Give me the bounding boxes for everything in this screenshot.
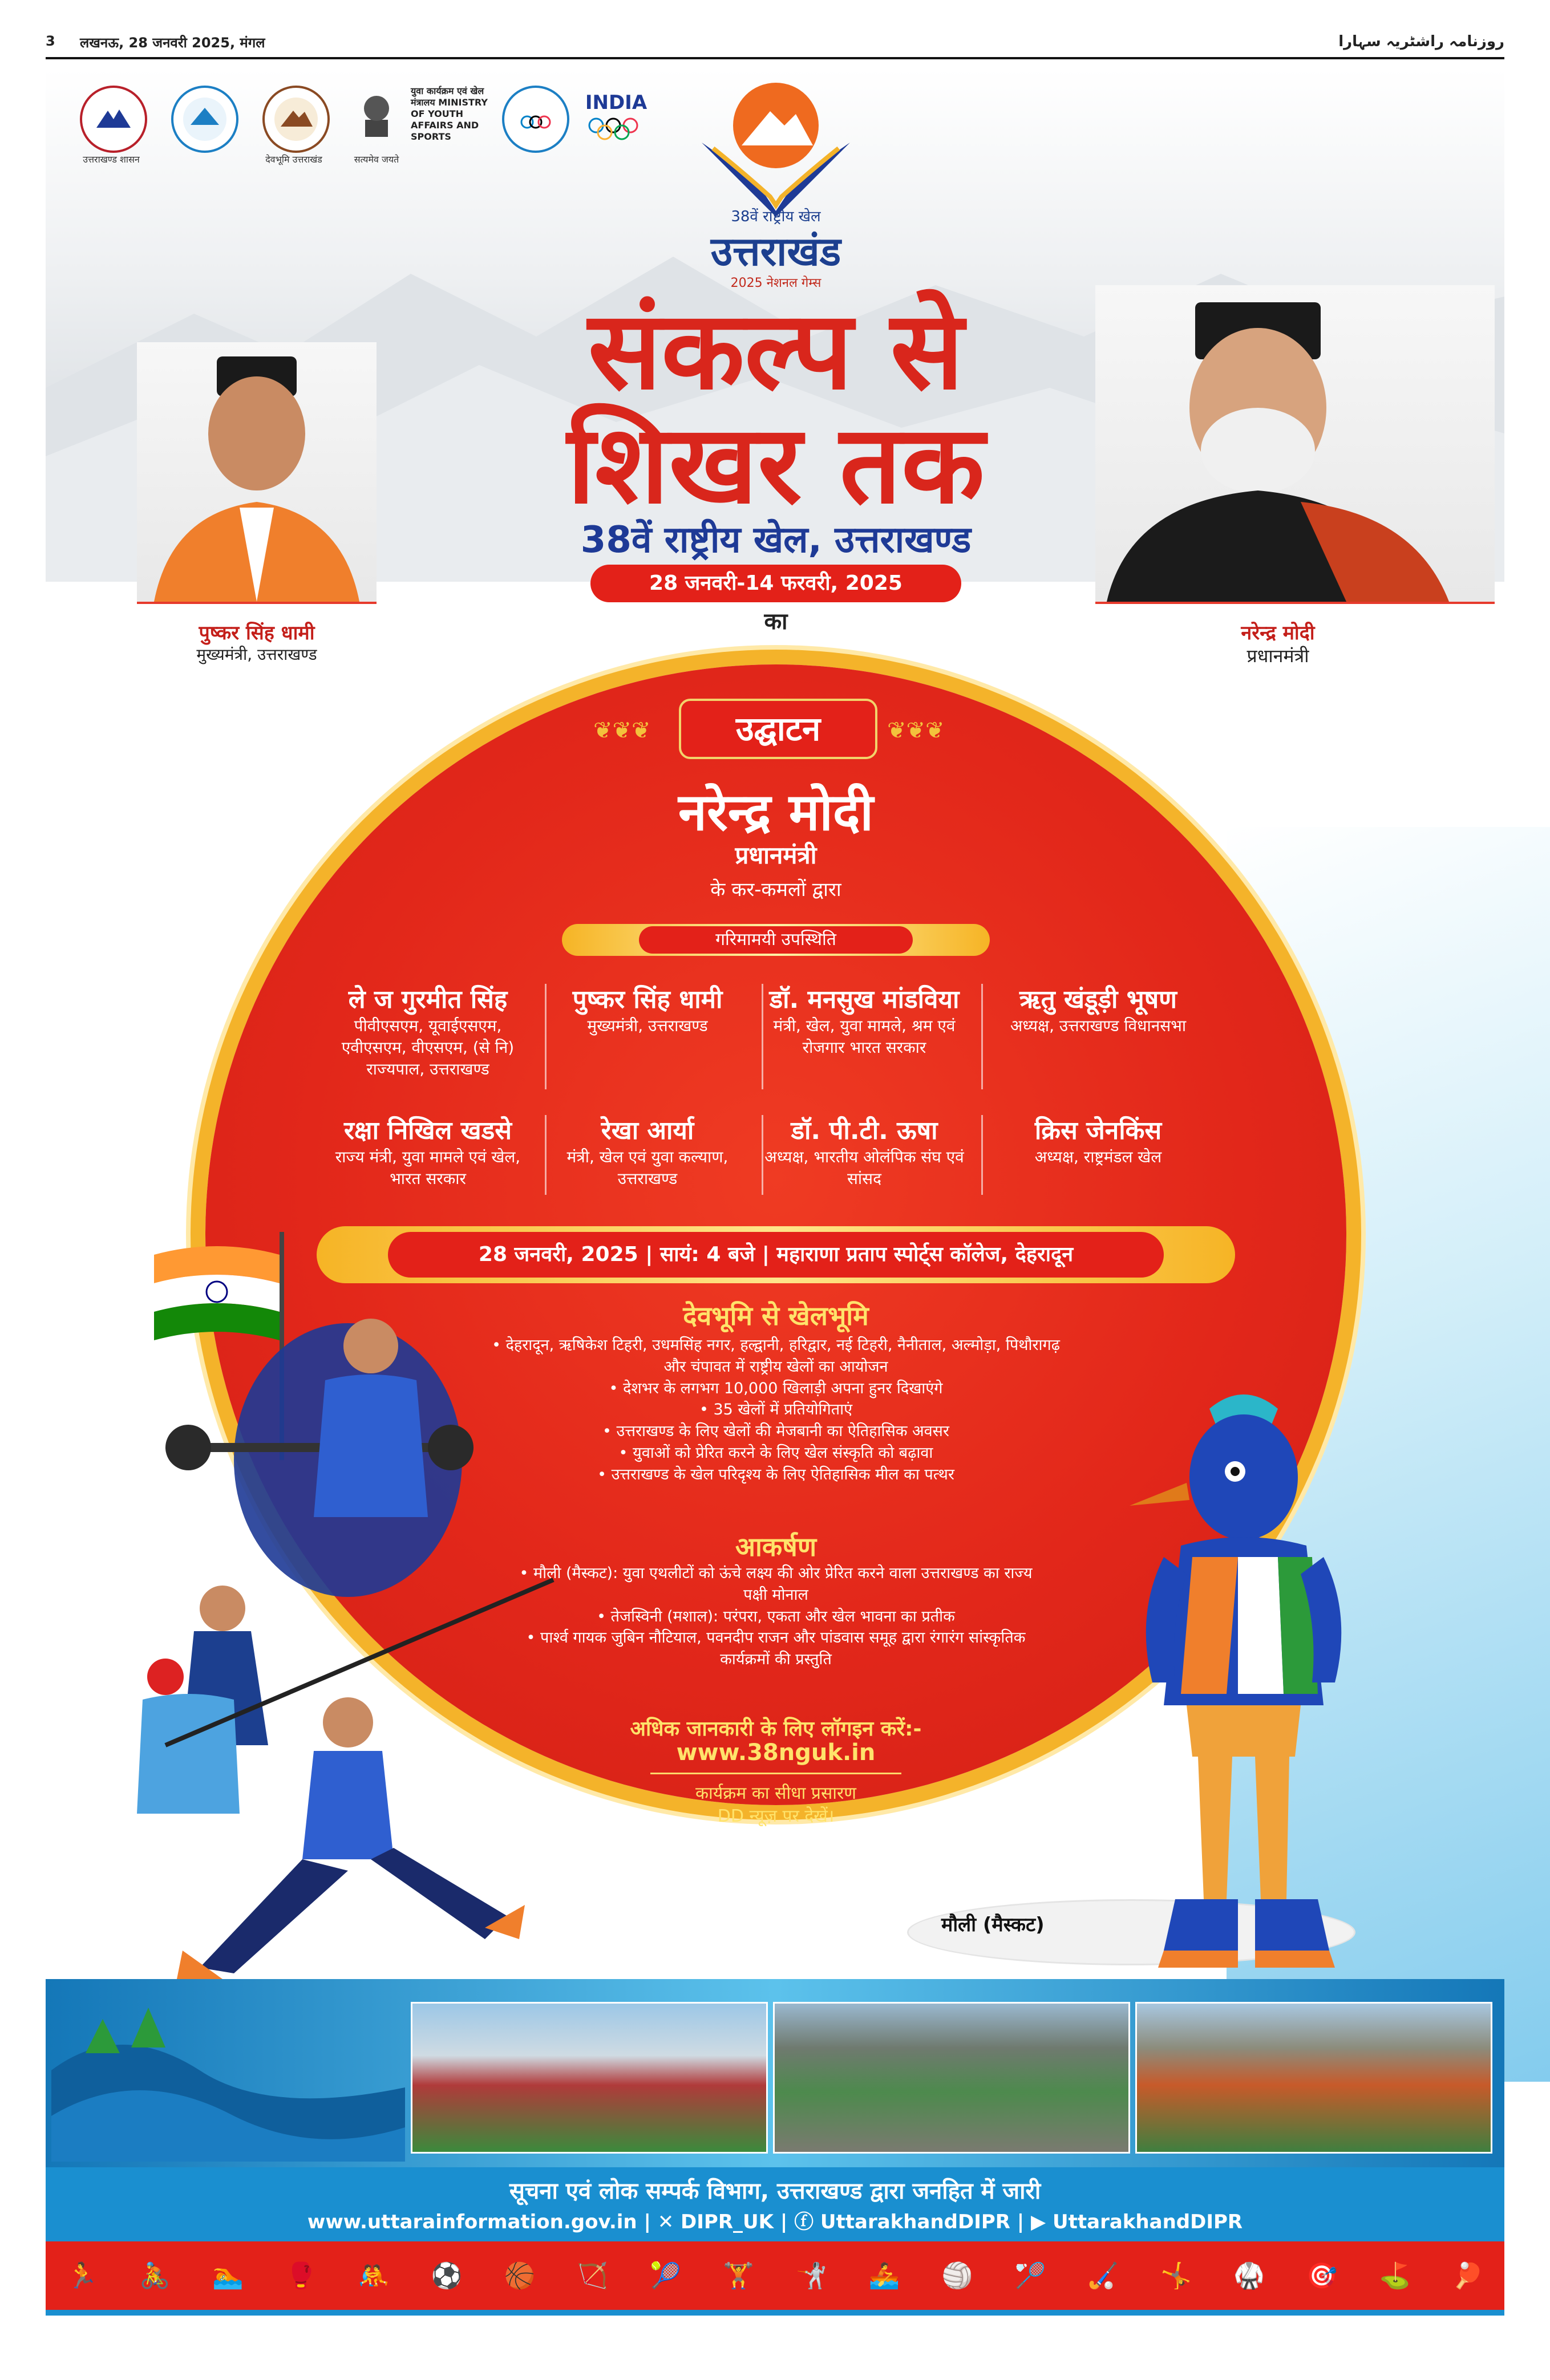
ornament-right-icon: ❦❦❦ [887,717,945,744]
list-item: • देशभर के लगभग 10,000 खिलाड़ी अपना हुनर दिखाएंगे [491,1378,1061,1400]
dignitary [548,1112,747,1190]
info-rule [650,1773,901,1774]
by-hands-text: के कर-कमलों द्वारा [710,878,841,901]
hero-title-line2: शिखर तक [567,402,985,528]
attractions-list [513,1563,1038,1671]
dignitary-role: मुख्यमंत्री, उत्तराखण्ड [587,1016,708,1035]
dignitary-role: पीवीएसएम, यूवाईएसएम, एवीएसएम, वीएसएम, (से नि) राज्यपाल, उत्तराखण्ड [341,1016,515,1078]
dignitary [764,1112,964,1190]
golf-icon: ⛳ [1379,2261,1411,2290]
dignitary-name: ऋतु खंडूड़ी भूषण [1019,985,1177,1014]
dateline: लखनऊ, 28 जनवरी 2025, मंगल [80,35,265,51]
attractions-heading: आकर्षण [735,1531,817,1562]
uttarakhand-govt-logo [80,86,147,153]
left-portrait-role: मुख्यमंत्री, उत्तराखण्ड [196,645,317,664]
table-tennis-icon: 🏓 [1452,2261,1484,2290]
ornament-left-icon: ❦❦❦ [593,717,651,744]
logo-caption: सत्यमेव जयते [354,154,399,165]
games-wordmark: उत्तराखंड [710,228,841,275]
devbhoomi-logo [262,86,330,153]
list-item: • उत्तराखण्ड के खेल परिदृश्य के लिए ऐतिहासिक मील का पत्थर [491,1464,1061,1486]
rowing-icon: 🚣 [868,2261,900,2290]
dignitary-name: क्रिस जेनकिंस [1034,1116,1162,1145]
divider [762,984,763,1089]
page-number: 3 [46,33,55,49]
mascot-monal-illustration [1095,1386,1392,1990]
dignitary-name: पुष्कर सिंह धामी [572,985,723,1014]
games-dates-pill: 28 जनवरी-14 फरवरी, 2025 [590,565,961,602]
list-item: • युवाओं को प्रेरित करने के लिए खेल संस्कृति को बढ़ावा [491,1442,1061,1464]
dignitary-name: रक्षा निखिल खडसे [344,1116,512,1145]
wrestling-icon: 🤼 [358,2261,390,2290]
football-icon: ⚽ [431,2261,463,2290]
newspaper-name: روزنامہ راشٹریہ سہارا [1338,33,1504,50]
velodrome-photo [773,2002,1130,2154]
event-details: 28 जनवरी, 2025 | सायं: 4 बजे | महाराणा प्रताप स्पोर्ट्स कॉलेज, देहरादून [388,1232,1164,1278]
chief-guest-role: प्रधानमंत्री [735,841,817,869]
judo-icon: 🥋 [1233,2261,1265,2290]
dignitary [328,981,528,1080]
list-item: • उत्तराखण्ड के लिए खेलों की मेजबानी का ऐतिहासिक अवसर [491,1421,1061,1442]
dignitary [998,981,1198,1037]
dignitary [548,981,747,1037]
athletes-illustration [51,1312,565,1985]
issuing-department: सूचना एवं लोक सम्पर्क विभाग, उत्तराखण्ड द्वारा जनहित में जारी [509,2178,1041,2204]
mountain-art-panel [51,1985,405,2162]
dignitary-role: अध्यक्ष, भारतीय ओलंपिक संघ एवं सांसद [764,1148,964,1188]
running-icon: 🏃 [66,2261,98,2290]
india-olympic-logo [576,91,656,145]
broadcast-line1: कार्यक्रम का सीधा प्रसारण [695,1783,856,1803]
list-item: • पार्श्व गायक जुबिन नौटियाल, पवनदीप राजन और पांडवास समूह द्वारा रंगारंग सांस्कृतिक कार्यक्रमों की प्रस्तुति [513,1627,1038,1671]
inauguration-label: उद्घाटन [679,699,877,759]
basketball-icon: 🏀 [504,2261,536,2290]
tennis-icon: 🎾 [650,2261,682,2290]
devbhoomi-heading: देवभूमि से खेलभूमि [683,1300,869,1331]
dignitary-role: मंत्री, खेल एवं युवा कल्याण, उत्तराखण्ड [566,1148,729,1188]
fencing-icon: 🤺 [795,2261,827,2290]
presence-label: गरिमामयी उपस्थिति [639,926,913,954]
archery-icon: 🏹 [577,2261,609,2290]
dignitary-name: रेखा आर्या [601,1116,694,1145]
list-item: • देहरादून, ऋषिकेश टिहरी, उधमसिंह नगर, हल्द्वानी, हरिद्वार, नई टिहरी, नैनीताल, अल्मोड़ा, पिथौरागढ़ और चंपावत में राष्ट्रीय खेलों का आयोजन [491,1335,1061,1378]
broadcast-line2: DD न्यूज़ पर देखें। [717,1806,835,1826]
boxing-icon: 🥊 [285,2261,317,2290]
games-emblem-icon [679,80,873,222]
portrait-chief-minister [137,342,377,604]
dignitary-name: डॉ. मनसुख मांडविया [769,985,960,1014]
chief-guest-name: नरेन्द्र मोदी [678,782,873,842]
header-rule [46,57,1504,59]
shooting-icon: 🎯 [1306,2261,1338,2290]
social-links[interactable]: www.uttarainformation.gov.in | ✕ DIPR_UK | ⓕ UttarakhandDIPR | ▶ UttarakhandDIPR [307,2211,1243,2233]
volleyball-icon: 🏐 [941,2261,973,2290]
dignitary-name: ले ज गुरमीत सिंह [348,985,508,1014]
divider [981,1115,983,1195]
divider [545,984,547,1089]
dignitary [998,1112,1198,1168]
games-tagline: 2025 नेशनल गेम्स [730,276,821,290]
ministry-logo-text: युवा कार्यक्रम एवं खेल मंत्रालय MINISTRY OF YOUTH AFFAIRS AND SPORTS [411,86,488,142]
divider [545,1115,547,1195]
dignitary-role: अध्यक्ष, उत्तराखण्ड विधानसभा [1010,1016,1187,1035]
divider [981,984,983,1089]
list-item: • 35 खेलों में प्रतियोगिताएं [491,1399,1061,1421]
india-wordmark: INDIA [585,91,647,114]
cycling-icon: 🚴 [139,2261,171,2290]
right-portrait-name: नरेन्द्र मोदी [1241,622,1315,644]
left-portrait-name: पुष्कर सिंह धामी [199,622,315,644]
dignitary [764,981,964,1059]
sport-pictogram-row [46,2241,1504,2310]
right-portrait-role: प्रधानमंत्री [1247,645,1309,667]
divider [762,1115,763,1195]
dignitary-role: अध्यक्ष, राष्ट्रमंडल खेल [1034,1148,1162,1166]
info-login-text: अधिक जानकारी के लिए लॉगइन करें:- [630,1717,922,1741]
mascot-label: मौली (मैस्कट) [941,1913,1045,1936]
stadium-photo-2 [1135,2002,1492,2154]
uttarakhand-games-badge [502,86,569,153]
list-item: • तेजस्विनी (मशाल): परंपरा, एकता और खेल भावना का प्रतीक [513,1606,1038,1628]
hero-title-line1: संकल्प से [588,287,964,413]
games-small-label: 38वें राष्ट्रीय खेल [731,208,821,225]
swimming-icon: 🏊 [212,2261,244,2290]
stadium-photo-1 [411,2002,768,2154]
hero-subtitle: 38वें राष्ट्रीय खेल, उत्तराखण्ड [580,519,972,561]
logo-caption: उत्तराखण्ड शासन [83,154,140,165]
portrait-prime-minister [1095,285,1495,604]
olympic-rings-icon [582,114,650,143]
dignitary [328,1112,528,1190]
weightlifting-icon: 🏋 [723,2261,754,2290]
badminton-icon: 🏸 [1014,2261,1046,2290]
national-games-logo [171,86,238,153]
connector-word: का [764,609,788,635]
hockey-icon: 🏑 [1087,2261,1119,2290]
devbhoomi-list [491,1335,1061,1486]
dignitary-role: मंत्री, खेल, युवा मामले, श्रम एवं रोजगार भारत सरकार [773,1016,956,1057]
national-emblem-icon [348,86,405,148]
info-website-link[interactable]: www.38nguk.in [676,1740,876,1766]
gymnastics-icon: 🤸 [1160,2261,1192,2290]
dignitary-role: राज्य मंत्री, युवा मामले एवं खेल, भारत सरकार [335,1148,521,1188]
logo-caption: देवभूमि उत्तराखंड [265,154,322,165]
dignitary-name: डॉ. पी.टी. ऊषा [791,1116,938,1145]
list-item: • मौली (मैस्कट): युवा एथलीटों को ऊंचे लक्ष्य की ओर प्रेरित करने वाला उत्तराखण्ड का राज्य पक्षी मोनाल [513,1563,1038,1606]
